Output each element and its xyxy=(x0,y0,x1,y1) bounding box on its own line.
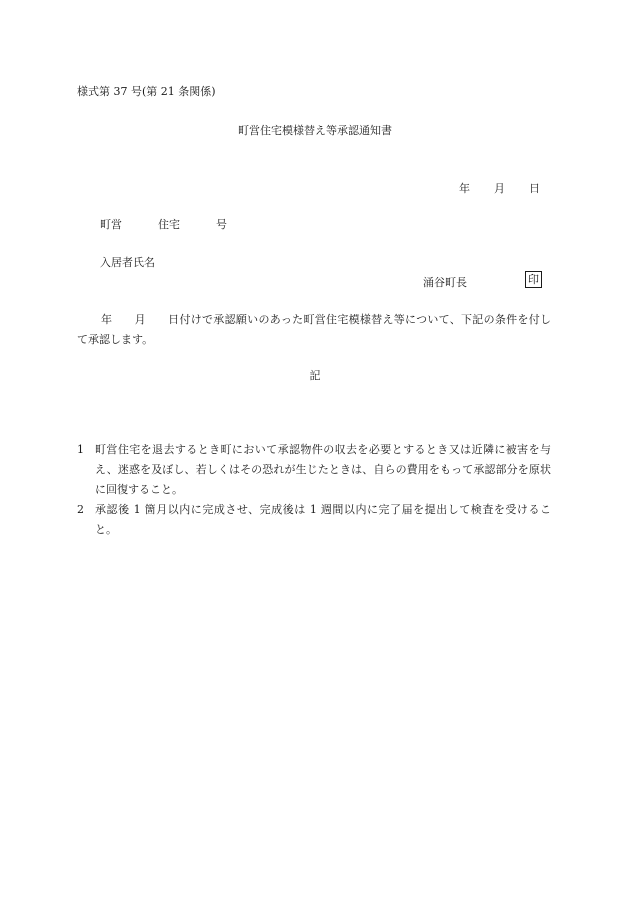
condition-text: 町営住宅を退去するとき町において承認物件の収去を必要とするとき又は近隣に被害を与え、迷惑を及ぼし、若しくはその恐れが生じたときは、自らの費用をもって承認部分を原状に回復すること。 xyxy=(95,443,551,496)
date-line xyxy=(459,181,540,197)
conditions-list xyxy=(77,440,551,540)
housing-middle: 住宅 xyxy=(158,218,180,231)
housing-suffix: 号 xyxy=(216,218,227,231)
housing-prefix: 町営 xyxy=(100,218,122,231)
notice-body xyxy=(77,310,551,350)
form-number: 様式第 37 号(第 21 条関係) xyxy=(77,85,216,98)
date-month-label: 月 xyxy=(494,182,505,195)
document-title: 町営住宅模様替え等承認通知書 xyxy=(238,124,392,137)
body-year-label: 年 xyxy=(101,313,113,326)
resident-name-label: 入居者氏名 xyxy=(100,256,155,269)
date-day-label: 日 xyxy=(529,182,540,195)
body-month-label: 月 xyxy=(134,313,146,326)
ki-heading: 記 xyxy=(309,369,321,382)
condition-number: 1 xyxy=(77,443,84,456)
date-year-label: 年 xyxy=(459,182,470,195)
condition-text: 承認後 1 箇月以内に完成させ、完成後は 1 週間以内に完了届を提出して検査を受けること。 xyxy=(95,503,551,536)
condition-item xyxy=(77,500,551,540)
condition-item xyxy=(77,440,551,500)
housing-line xyxy=(100,217,227,233)
condition-number: 2 xyxy=(77,503,84,516)
mayor-title: 涌谷町長 xyxy=(423,276,467,289)
seal-stamp: 印 xyxy=(525,271,542,288)
body-text: 日付けで承認願いのあった町営住宅模様替え等について、下記の条件を付して承認します。 xyxy=(77,313,552,346)
